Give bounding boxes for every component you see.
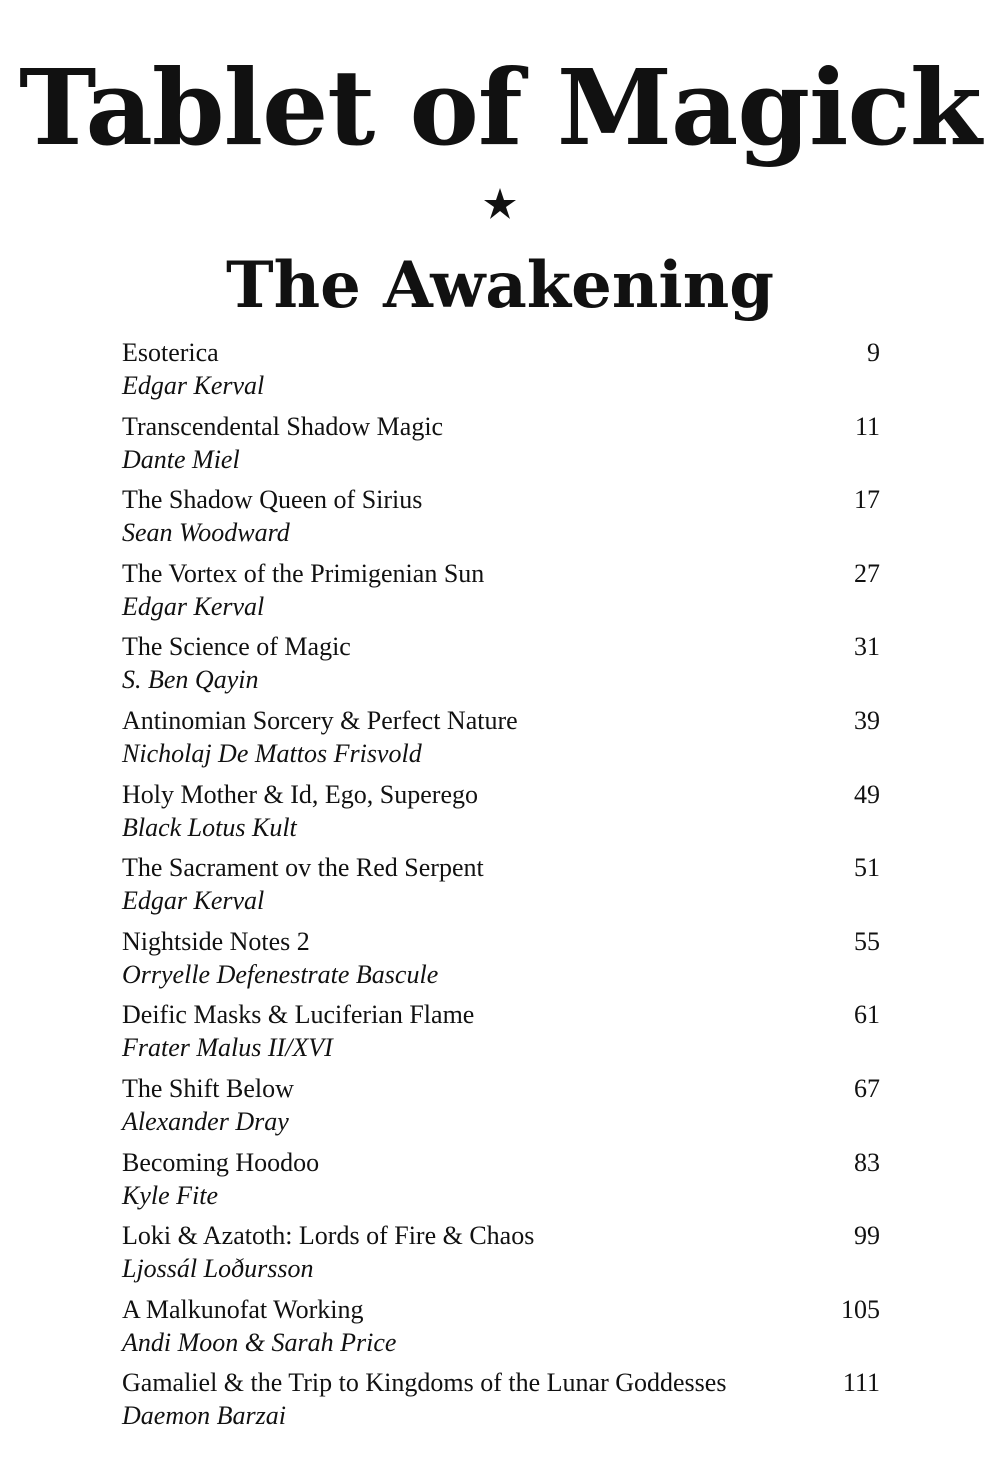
entry-page-number: 55	[854, 926, 880, 956]
entry-title: Loki & Azatoth: Lords of Fire & Chaos	[122, 1221, 535, 1251]
entry-author: Sean Woodward	[122, 518, 290, 548]
toc-entry[interactable]	[122, 483, 882, 557]
toc-entry[interactable]	[122, 557, 882, 631]
toc-entry[interactable]	[122, 778, 882, 852]
toc-entry[interactable]	[122, 1219, 882, 1293]
star-icon	[482, 186, 518, 222]
entry-author: Kyle Fite	[122, 1180, 219, 1210]
entry-page-number: 39	[854, 705, 880, 735]
entry-title: Deific Masks & Luciferian Flame	[122, 1000, 475, 1030]
entry-title: The Sacrament ov the Red Serpent	[122, 853, 484, 883]
entry-page-number: 9	[867, 338, 880, 367]
entry-title: Gamaliel & the Trip to Kingdoms of the Lunar Goddesses	[122, 1368, 727, 1398]
entry-author: S. Ben Qayin	[122, 665, 259, 695]
entry-page-number: 83	[854, 1147, 880, 1177]
toc-entry[interactable]	[122, 1293, 882, 1367]
entry-page-number: 27	[854, 558, 880, 588]
entry-title: The Science of Magic	[122, 632, 351, 662]
entry-title: Nightside Notes 2	[122, 926, 310, 956]
entry-author: Edgar Kerval	[122, 886, 265, 916]
entry-page-number: 17	[854, 485, 880, 515]
page-title: Tablet of Magick	[19, 46, 981, 169]
entry-title: Transcendental Shadow Magic	[122, 411, 444, 441]
entry-page-number: 51	[854, 853, 880, 883]
entry-author: Dante Miel	[122, 444, 240, 474]
toc-entry[interactable]	[122, 1146, 882, 1220]
entry-title: The Vortex of the Primigenian Sun	[122, 558, 485, 588]
entry-page-number: 105	[841, 1294, 880, 1324]
entry-author: Orryelle Defenestrate Bascule	[122, 959, 439, 989]
entry-author: Edgar Kerval	[122, 371, 265, 400]
section-title: The Awakening	[226, 248, 774, 323]
entry-title: The Shadow Queen of Sirius	[122, 485, 423, 515]
entry-page-number: 31	[854, 632, 880, 662]
entry-author: Frater Malus II/XVI	[122, 1033, 333, 1063]
entry-page-number: 67	[854, 1073, 880, 1103]
entry-title: The Shift Below	[122, 1073, 294, 1103]
toc-entry[interactable]	[122, 410, 882, 484]
table-of-contents	[122, 336, 882, 1440]
entry-author: Daemon Barzai	[122, 1401, 286, 1431]
entry-page-number: 11	[854, 411, 880, 441]
entry-author: Ljossál Loðursson	[122, 1254, 314, 1284]
entry-page-number: 99	[854, 1221, 880, 1251]
entry-title: A Malkunofat Working	[122, 1294, 364, 1324]
entry-author: Black Lotus Kult	[122, 812, 297, 842]
toc-entry[interactable]	[122, 1072, 882, 1146]
entry-title: Holy Mother & Id, Ego, Superego	[122, 779, 479, 809]
entry-page-number: 49	[854, 779, 880, 809]
toc-entry[interactable]	[122, 704, 882, 778]
entry-page-number: 61	[854, 1000, 880, 1030]
toc-entry[interactable]	[122, 851, 882, 925]
toc-entry[interactable]	[122, 925, 882, 999]
entry-page-number: 111	[842, 1368, 880, 1398]
entry-author: Alexander Dray	[122, 1106, 289, 1136]
toc-entry[interactable]	[122, 1366, 882, 1440]
entry-title: Antinomian Sorcery & Perfect Nature	[122, 705, 518, 735]
entry-author: Nicholaj De Mattos Frisvold	[122, 738, 422, 768]
toc-entry[interactable]	[122, 336, 882, 410]
entry-title: Esoterica	[122, 338, 219, 367]
entry-author: Edgar Kerval	[122, 591, 265, 621]
entry-title: Becoming Hoodoo	[122, 1147, 320, 1177]
toc-entry[interactable]	[122, 998, 882, 1072]
toc-entry[interactable]	[122, 630, 882, 704]
entry-author: Andi Moon & Sarah Price	[122, 1327, 397, 1357]
